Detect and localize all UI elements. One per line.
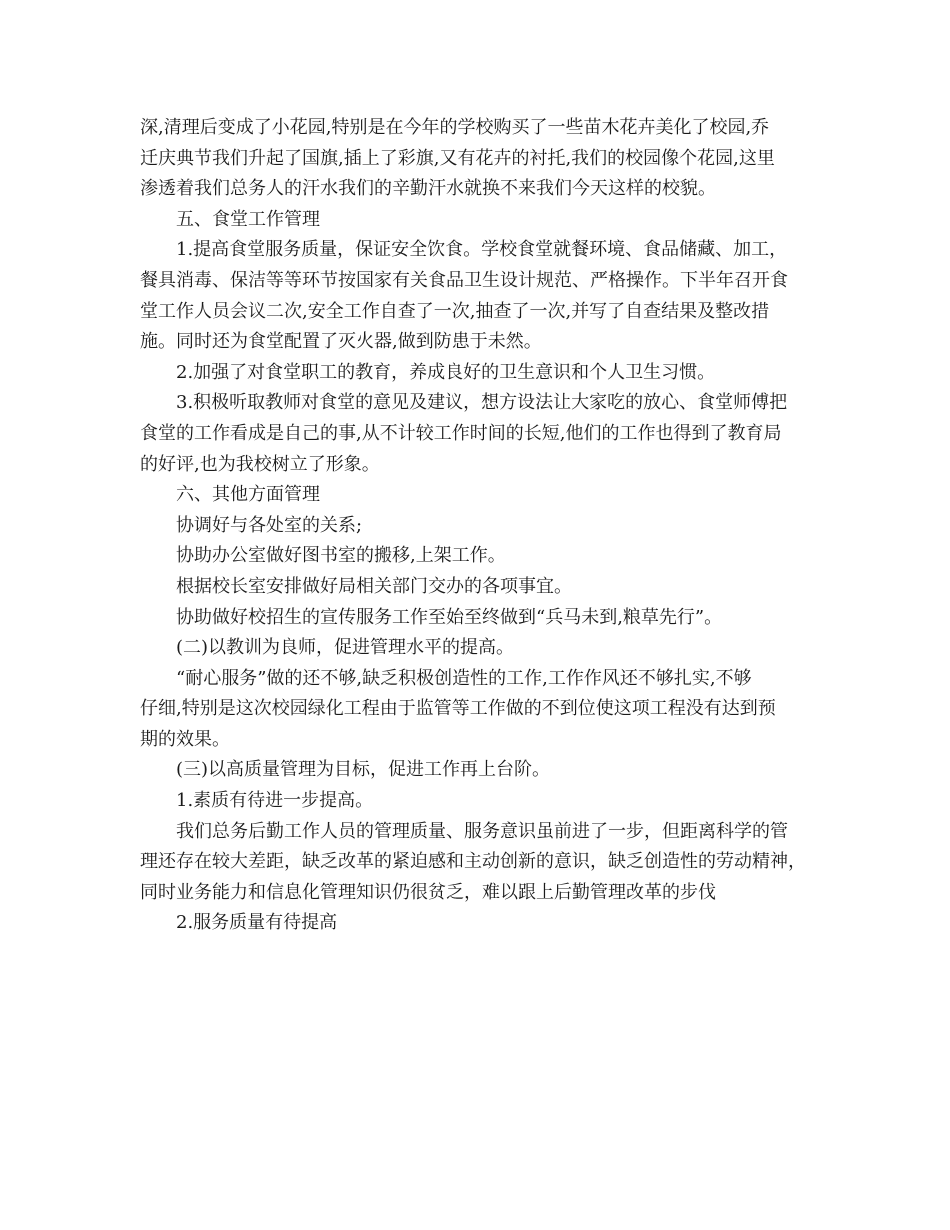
paragraph-line: 协助做好校招生的宣传服务工作至始至终做到“兵马未到,粮草先行”。 bbox=[176, 606, 723, 628]
paragraph-line: 1.提高食堂服务质量，保证安全饮食。学校食堂就餐环境、食品储藏、加工， bbox=[176, 239, 788, 261]
paragraph-line: 迁庆典节我们升起了国旗,插上了彩旗,又有花卉的衬托,我们的校园像个花园,这里 bbox=[140, 147, 775, 169]
paragraph-line: 餐具消毒、保洁等等环节按国家有关食品卫生设计规范、严格操作。下半年召开食 bbox=[140, 269, 788, 291]
paragraph-line: 渗透着我们总务人的汗水我们的辛勤汗水就换不来我们今天这样的校貌。 bbox=[140, 178, 716, 200]
paragraph-line: 食堂的工作看成是自己的事,从不计较工作时间的长短,他们的工作也得到了教育局 bbox=[140, 422, 782, 444]
paragraph-line: 协助办公室做好图书室的搬移,上架工作。 bbox=[176, 545, 506, 567]
paragraph-line: 施。同时还为食堂配置了灭火器,做到防患于未然。 bbox=[140, 331, 542, 353]
document-body bbox=[140, 113, 830, 939]
paragraph-line: 我们总务后勤工作人员的管理质量、服务意识虽前进了一步，但距离科学的管 bbox=[176, 820, 788, 842]
section-heading: (二)以教训为良师，促进管理水平的提高。 bbox=[176, 637, 515, 659]
paragraph-line: 根据校长室安排做好局相关部门交办的各项事宜。 bbox=[176, 575, 572, 597]
paragraph-line: 的好评,也为我校树立了形象。 bbox=[140, 453, 380, 475]
paragraph-line: 同时业务能力和信息化管理知识仍很贫乏，难以跟上后勤管理改革的步伐 bbox=[140, 881, 716, 903]
section-heading: 五、食堂工作管理 bbox=[176, 208, 320, 230]
paragraph-line: 1.素质有待进一步提高。 bbox=[176, 790, 374, 812]
paragraph-line: 协调好与各处室的关系; bbox=[176, 514, 363, 536]
paragraph-line: 期的效果。 bbox=[140, 728, 230, 750]
paragraph-line: 2.服务质量有待提高 bbox=[176, 912, 338, 934]
section-heading: (三)以高质量管理为目标，促进工作再上台阶。 bbox=[176, 759, 551, 781]
paragraph-line: 理还存在较大差距，缺乏改革的紧迫感和主动创新的意识，缺乏创造性的劳动精神， bbox=[140, 851, 806, 873]
paragraph-line: 堂工作人员会议二次,安全工作自查了一次,抽查了一次,并写了自查结果及整改措 bbox=[140, 300, 770, 322]
paragraph-line: 3.积极听取教师对食堂的意见及建议，想方设法让大家吃的放心、食堂师傅把 bbox=[176, 392, 788, 414]
paragraph-line: 2.加强了对食堂职工的教育，养成良好的卫生意识和个人卫生习惯。 bbox=[176, 361, 716, 383]
paragraph-line: 深,清理后变成了小花园,特别是在今年的学校购买了一些苗木花卉美化了校园,乔 bbox=[140, 117, 770, 138]
paragraph-line: 仔细,特别是这次校园绿化工程由于监管等工作做的不到位使这项工程没有达到预 bbox=[140, 698, 776, 720]
section-heading: 六、其他方面管理 bbox=[176, 484, 320, 506]
paragraph-line: “耐心服务”做的还不够,缺乏积极创造性的工作,工作作风还不够扎实,不够 bbox=[176, 667, 752, 689]
